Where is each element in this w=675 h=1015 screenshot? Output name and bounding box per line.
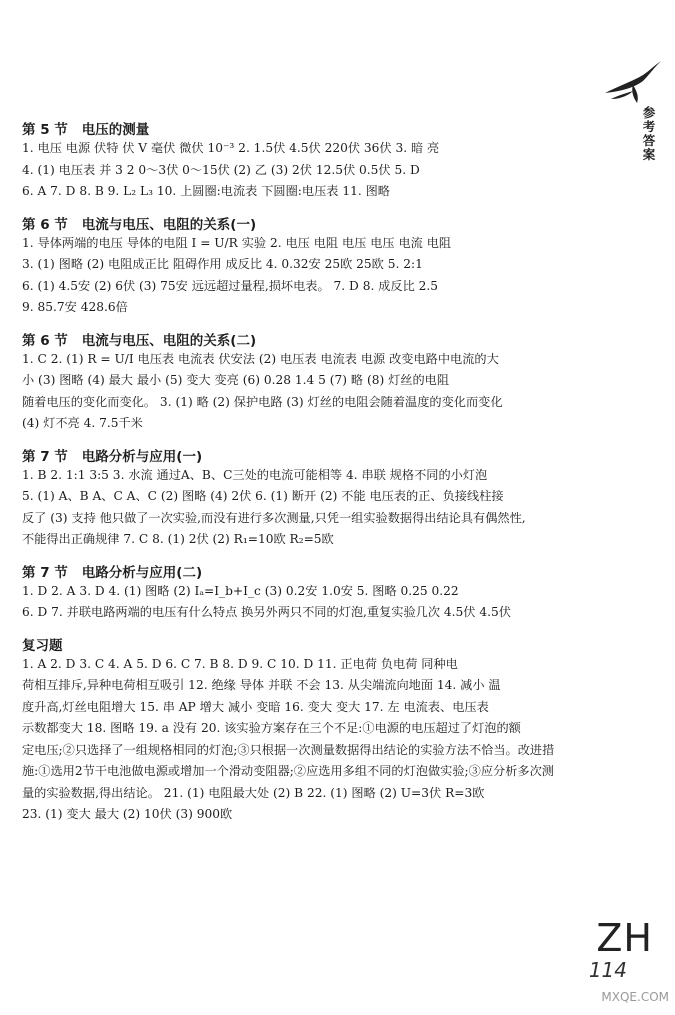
section-number: 第 6 节 — [22, 216, 68, 233]
answer-line: 荷相互排斥,异种电荷相互吸引 12. 绝缘 导体 并联 不会 13. 从尖端流向地面 14. 减小 温 — [22, 678, 501, 692]
side-char: 考 — [642, 119, 656, 134]
section-7-circuit-analysis-2 — [22, 561, 612, 624]
section-review — [22, 634, 612, 826]
answer-line: 示数都变大 18. 图略 19. a 没有 20. 该实验方案存在三个不足:①电源的电压超过了灯泡的额 — [22, 721, 521, 735]
section-title: 复习题 — [22, 637, 63, 654]
answer-line: 1. B 2. 1:1 3:5 3. 水流 通过A、B、C三处的电流可能相等 4. 串联 规格不同的小灯泡 — [22, 467, 488, 482]
section-title: 电流与电压、电阻的关系(一) — [81, 216, 257, 233]
bird-logo — [603, 55, 663, 105]
answer-line: 1. D 2. A 3. D 4. (1) 图略 (2) Iₐ=I_b+I_c (3) 0.2安 1.0安 5. 图略 0.25 0.22 — [22, 583, 459, 598]
handwritten-page-number: 114 — [588, 958, 627, 982]
answer-line: 6. (1) 4.5安 (2) 6伏 (3) 75安 远远超过量程,损坏电表。 7. D 8. 成反比 2.5 — [22, 278, 439, 293]
side-char: 参 — [642, 105, 656, 120]
section-heading — [22, 561, 612, 581]
answer-block — [22, 233, 612, 319]
watermark: MXQE.COM — [601, 990, 669, 1004]
answer-line: 23. (1) 变大 最大 (2) 10伏 (3) 900欧 — [22, 807, 233, 821]
answer-line: 施:①选用2节干电池做电源或增加一个滑动变阻器;②应选用多组不同的灯泡做实验;③应分析多次测 — [22, 764, 554, 778]
answer-line: (4) 灯不亮 4. 7.5千米 — [22, 416, 143, 430]
section-number: 第 6 节 — [22, 332, 68, 349]
handwritten-zh: ZH — [596, 916, 653, 960]
answer-line: 9. 85.7安 428.6倍 — [22, 300, 128, 314]
section-7-circuit-analysis-1 — [22, 445, 612, 551]
answer-block — [22, 581, 612, 624]
section-title: 电路分析与应用(一) — [81, 448, 203, 465]
section-heading — [22, 329, 612, 349]
answer-block — [22, 349, 612, 435]
side-char: 答 — [642, 133, 656, 148]
answer-line: 1. 电压 电源 伏特 伏 V 毫伏 微伏 10⁻³ 2. 1.5伏 4.5伏 220伏 36伏 3. 暗 亮 — [22, 141, 440, 155]
section-6-relation-1 — [22, 213, 612, 319]
section-5-voltage-measurement — [22, 118, 612, 203]
side-label-answers — [641, 106, 657, 162]
answer-content — [22, 118, 612, 836]
answer-block — [22, 654, 612, 826]
section-6-relation-2 — [22, 329, 612, 435]
section-heading — [22, 118, 612, 138]
section-title: 电压的测量 — [81, 122, 150, 138]
answer-line: 度升高,灯丝电阻增大 15. 串 AP 增大 减小 变暗 16. 变大 变大 17. 左 电流表、电压表 — [22, 699, 489, 714]
section-number: 第 7 节 — [22, 564, 68, 581]
answer-line: 量的实验数据,得出结论。 21. (1) 电阻最大处 (2) B 22. (1) 图略 (2) U=3伏 R=3欧 — [22, 785, 485, 800]
answer-line: 随着电压的变化而变化。 3. (1) 略 (2) 保护电路 (3) 灯丝的电阻会随着温度的变化而变化 — [22, 394, 503, 409]
answer-line: 4. (1) 电压表 并 3 2 0～3伏 0～15伏 (2) 乙 (3) 2伏 12.5伏 0.5伏 5. D — [22, 162, 420, 177]
section-heading — [22, 213, 612, 233]
answer-line: 6. A 7. D 8. B 9. L₂ L₃ 10. 上圆圈:电流表 下圆圈:电压表 11. 图略 — [22, 184, 390, 198]
side-char: 案 — [642, 147, 656, 162]
answer-line: 1. 导体两端的电压 导体的电阻 I = U/R 实验 2. 电压 电阻 电压 电压 电流 电阻 — [22, 235, 452, 250]
answer-block — [22, 138, 612, 203]
section-title: 电流与电压、电阻的关系(二) — [81, 332, 257, 349]
answer-line: 5. (1) A、B A、C A、C (2) 图略 (4) 2伏 6. (1) 断开 (2) 不能 电压表的正、负接线柱接 — [22, 489, 504, 503]
section-number: 第 5 节 — [22, 122, 68, 138]
answer-line: 小 (3) 图略 (4) 最大 最小 (5) 变大 变亮 (6) 0.28 1.4 5 (7) 略 (8) 灯丝的电阻 — [22, 373, 450, 387]
section-heading — [22, 634, 612, 654]
answer-line: 1. A 2. D 3. C 4. A 5. D 6. C 7. B 8. D 9. C 10. D 11. 正电荷 负电荷 同种电 — [22, 656, 458, 671]
answer-line: 6. D 7. 并联电路两端的电压有什么特点 换另外两只不同的灯泡,重复实验几次 4.5伏 4.5伏 — [22, 605, 511, 619]
answer-line: 不能得出正确规律 7. C 8. (1) 2伏 (2) R₁=10欧 R₂=5欧 — [22, 532, 334, 546]
answer-block — [22, 465, 612, 551]
answer-line: 1. C 2. (1) R = U/I 电压表 电流表 伏安法 (2) 电压表 电流表 电源 改变电路中电流的大 — [22, 351, 499, 366]
answer-line: 反了 (3) 支持 他只做了一次实验,而没有进行多次测量,只凭一组实验数据得出结论具有偶然性, — [22, 510, 526, 525]
section-heading — [22, 445, 612, 465]
answer-line: 定电压;②只选择了一组规格相同的灯泡;③只根据一次测量数据得出结论的实验方法不恰当。改进措 — [22, 742, 555, 757]
section-number: 第 7 节 — [22, 448, 68, 465]
section-title: 电路分析与应用(二) — [81, 564, 203, 581]
answer-line: 3. (1) 图略 (2) 电阻成正比 阻碍作用 成反比 4. 0.32安 25欧 25欧 5. 2:1 — [22, 257, 423, 271]
